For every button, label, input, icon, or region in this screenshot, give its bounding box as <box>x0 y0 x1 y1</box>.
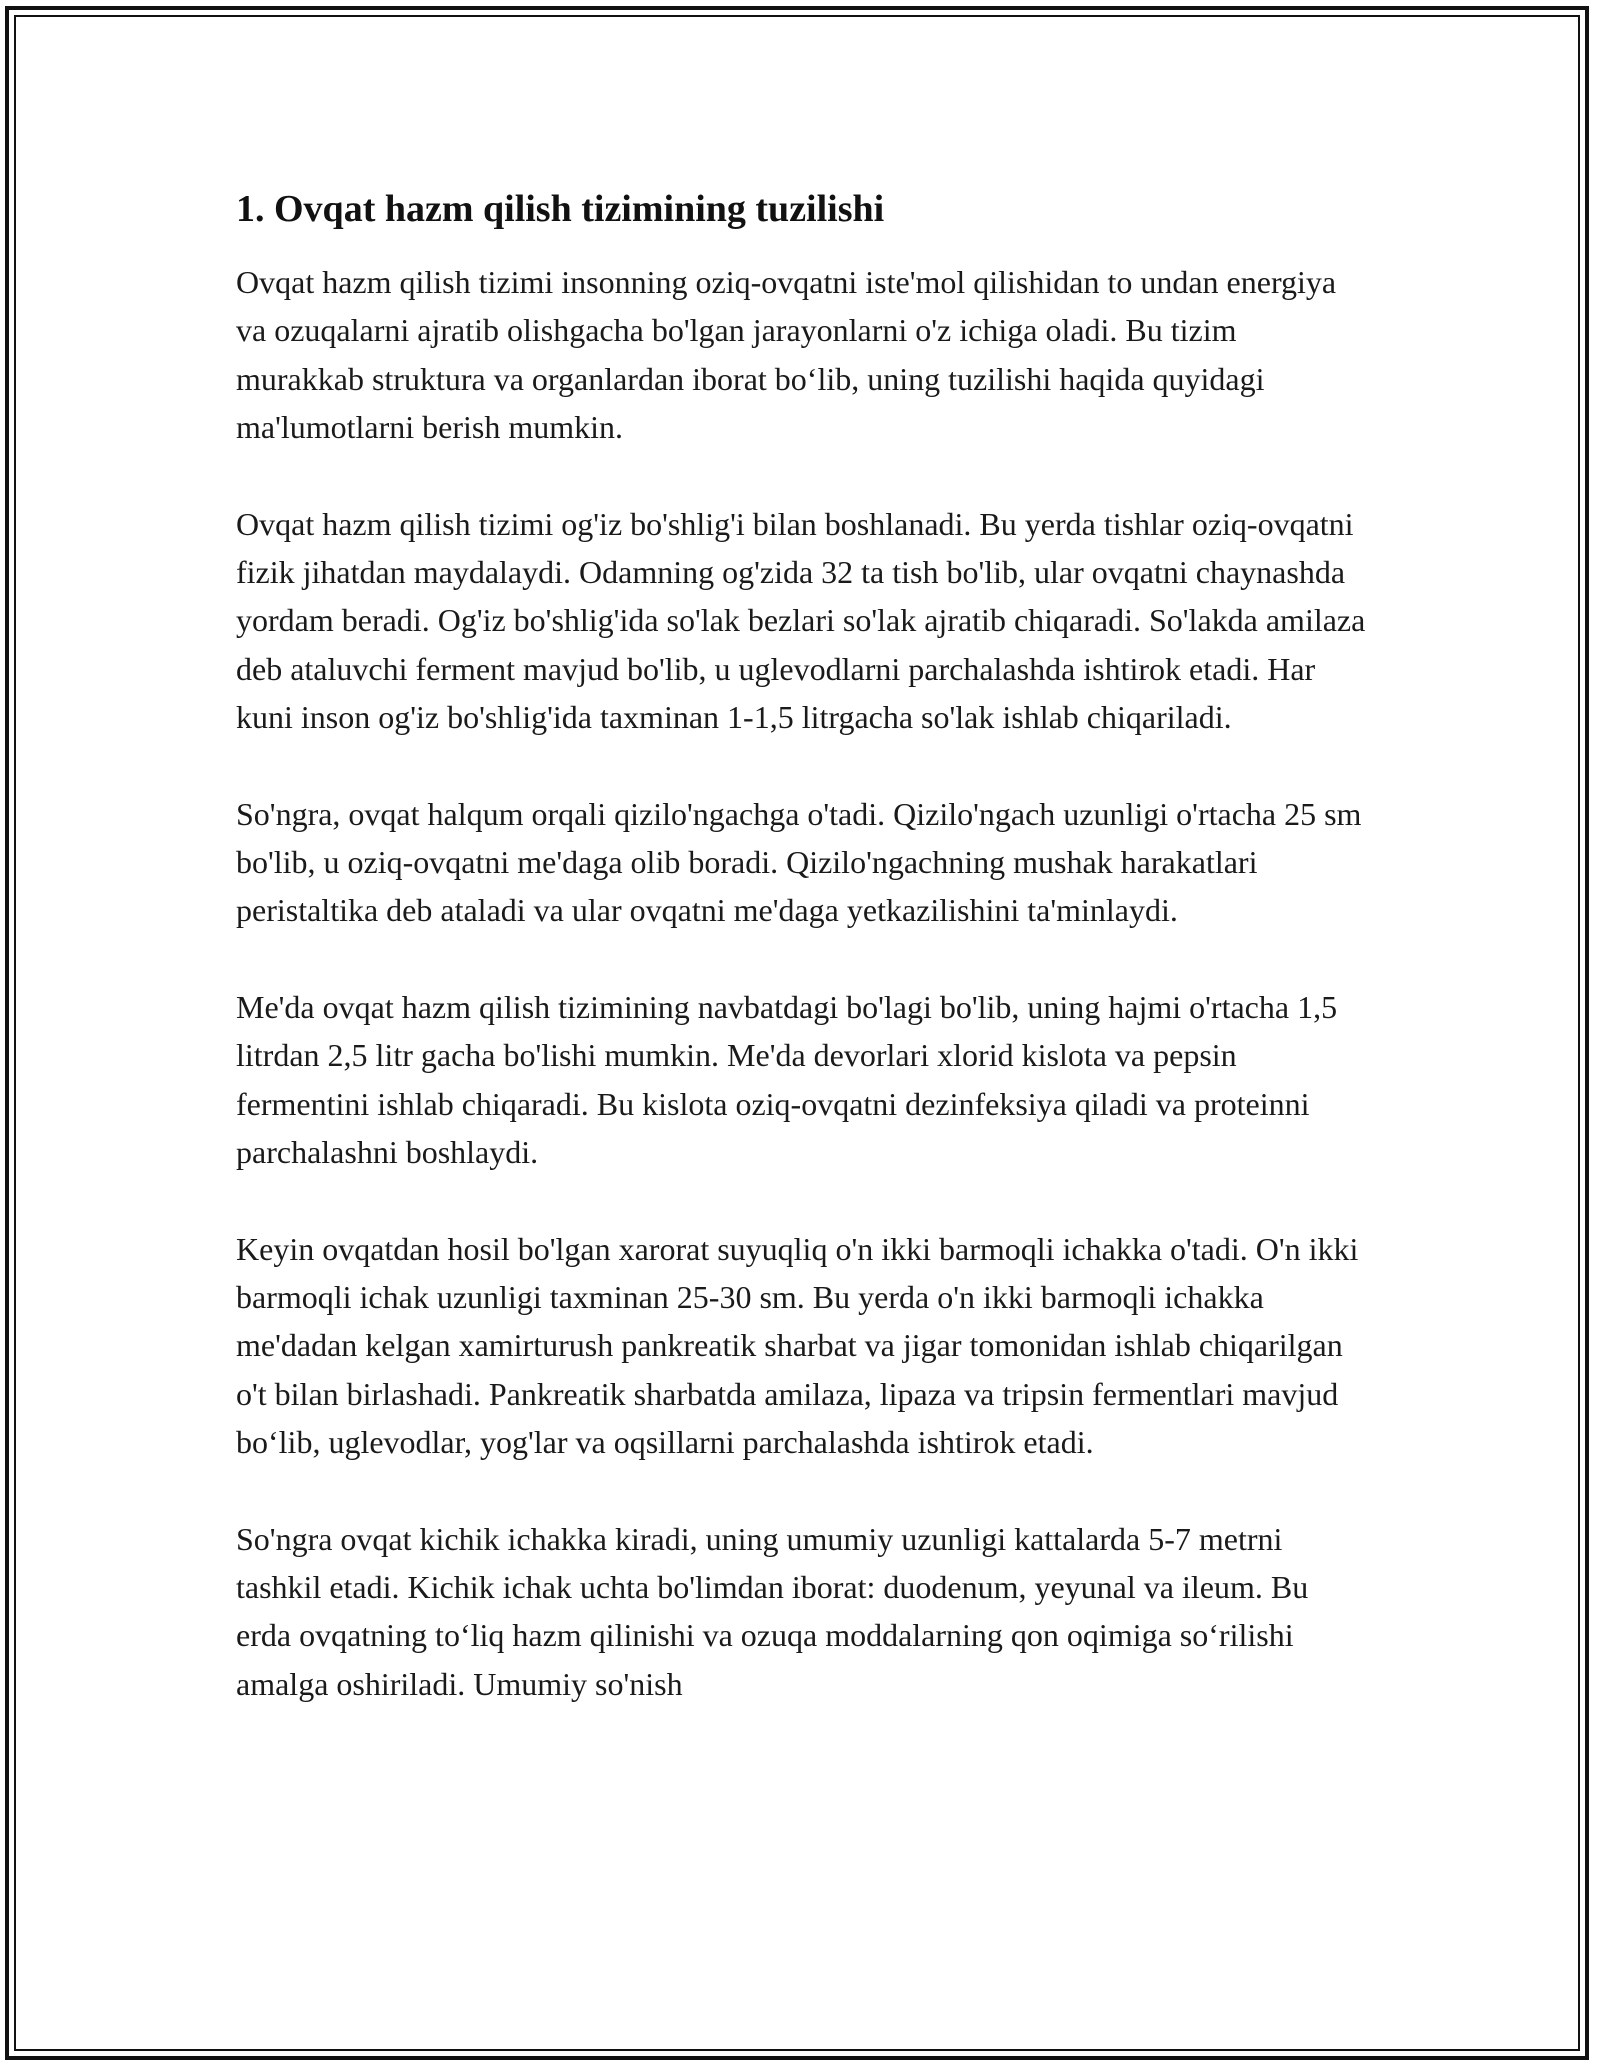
document-body <box>236 186 1366 1756</box>
paragraph-stomach: Me'da ovqat hazm qilish tizimining navbatdagi bo'lagi bo'lib, uning hajmi o'rtacha 1,5 litrdan 2,5 litr gacha bo'lishi mumkin. Me'da devorlari xlorid kislota va pepsin fermentini ishlab chiqaradi. Bu kislota oziq-ovqatni dezinfeksiya qiladi va proteinni parchalashni boshlaydi. <box>236 988 1338 1171</box>
paragraph-oral-cavity: Ovqat hazm qilish tizimi og'iz bo'shlig'i bilan boshlanadi. Bu yerda tishlar oziq-ovqatni fizik jihatdan maydalaydi. Odamning og'zida 32 ta tish bo'lib, ular ovqatni chaynashda yordam beradi. Og'iz bo'shlig'ida so'lak bezlari so'lak ajratib chiqaradi. So'lakda amilaza deb ataluvchi ferment mavjud bo'lib, u uglevodlarni parchalashda ishtirok etadi. Har kuni inson og'iz bo'shlig'ida taxminan 1-1,5 litrgacha so'lak ishlab chiqariladi. <box>236 505 1366 736</box>
paragraph-small-intestine: So'ngra ovqat kichik ichakka kiradi, uning umumiy uzunligi kattalarda 5-7 metrni tashkil etadi. Kichik ichak uchta bo'limdan iborat: duodenum, yeyunal va ileum. Bu erda ovqatning to‘liq hazm qilinishi va ozuqa moddalarning qon oqimiga so‘rilishi amalga oshiriladi. Umumiy so'nish <box>236 1520 1309 1702</box>
paragraph-duodenum: Keyin ovqatdan hosil bo'lgan xarorat suyuqliq o'n ikki barmoqli ichakka o'tadi. O'n ikki barmoqli ichak uzunligi taxminan 25-30 sm. Bu yerda o'n ikki barmoqli ichakka me'dadan kelgan xamirturush pankreatik sharbat va jigar tomonidan ishlab chiqarilgan o't bilan birlashadi. Pankreatik sharbatda amilaza, lipaza va tripsin fermentlari mavjud bo‘lib, uglevodlar, yog'lar va oqsillarni parchalashda ishtirok etadi. <box>236 1230 1359 1461</box>
paragraph-esophagus: So'ngra, ovqat halqum orqali qizilo'ngachga o'tadi. Qizilo'ngach uzunligi o'rtacha 25 sm bo'lib, u oziq-ovqatni me'daga olib boradi. Qizilo'ngachning mushak harakatlari peristaltika deb ataladi va ular ovqatni me'daga yetkazilishini ta'minlaydi. <box>236 795 1362 929</box>
section-heading: 1. Ovqat hazm qilish tizimining tuzilishi <box>236 188 885 230</box>
paragraph-mouth: Ovqat hazm qilish tizimi insonning oziq-ovqatni iste'mol qilishidan to undan energiya va ozuqalarni ajratib olishgacha bo'lgan jarayonlarni o'z ichiga oladi. Bu tizim murakkab struktura va organlardan iborat bo‘lib, uning tuzilishi haqida quyidagi ma'lumotlarni berish mumkin. <box>236 264 1337 446</box>
